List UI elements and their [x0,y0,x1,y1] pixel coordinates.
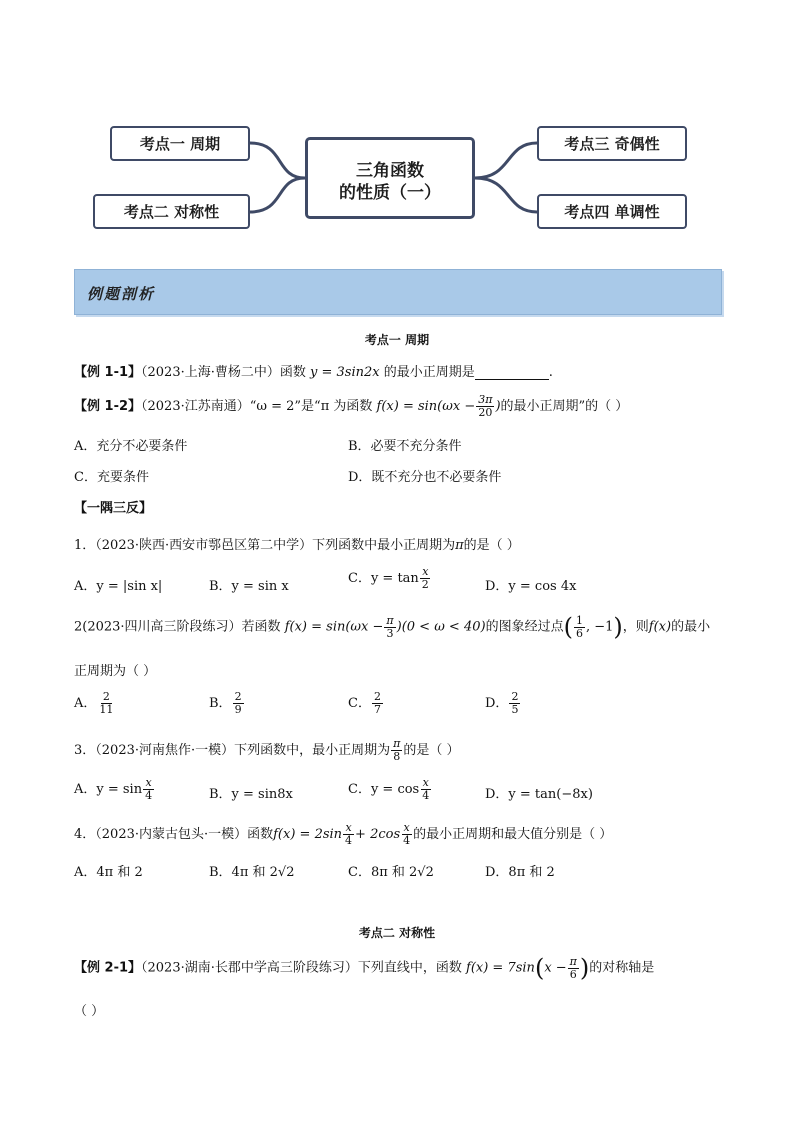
pi-symbol: π [455,538,464,553]
question-text: 1．（2023·陕西·西安市鄠邑区第二中学）下列函数中最小正周期为 [74,538,456,553]
mindmap-node-label: 考点一 周期 [139,135,221,153]
fraction [574,615,585,640]
option-d: D．8π 和 2 [485,865,555,880]
frac-num: π [386,613,394,627]
frac-den: 4 [345,834,353,847]
example-1-1 [74,361,553,380]
frac-num: x [422,565,429,578]
paren-close: ) [579,954,590,982]
option-d: D．y = cos 4x [485,579,577,594]
frac-den: 6 [575,626,583,640]
mindmap-node-label: 考点四 单调性 [564,203,660,221]
frac-den: 3 [386,626,394,640]
paren-open: ( [534,954,545,982]
formula: )(0 < ω < 40) [396,619,486,635]
section-heading-period: 考点一 周期 [364,333,430,347]
formula: f(x) = 7sin [466,960,535,976]
frac-den: 9 [234,703,242,716]
fraction [401,822,412,847]
banner-title: 例题剖析 [87,285,156,303]
question-4 [74,822,612,847]
option-text: C．y = tan [348,571,419,586]
option-b [209,691,245,716]
frac-num: 2 [373,690,381,703]
example-text: 的最小正周期是 [383,365,475,380]
fraction [97,691,115,716]
mindmap-node-symmetry [93,194,250,229]
example-tag: 【例 2-1】 [74,960,142,976]
frac-num: π [393,737,401,750]
example-text: （2023·上海·曹杨二中）函数 [141,365,306,380]
formula: f(x) = sin(ωx − [376,399,476,414]
example-2-1 [74,954,654,982]
example-1-2 [74,394,628,419]
fraction [568,956,579,981]
question-text: 2(2023·四川高三阶段练习）若函数 [74,619,281,635]
frac-num: 2 [234,690,242,703]
question-text: 3．（2023·河南焦作·一模）下列函数中，最小正周期为 [74,743,391,758]
frac-num: x [345,821,352,834]
question-1 [74,534,520,553]
example-text: 的对称轴是 [589,960,655,976]
mindmap-node-monotonicity [537,194,687,229]
option-b: B．y = sin x [209,579,289,594]
option-label: B． [209,696,232,711]
option-label: D． [485,696,509,711]
section-heading-symmetry: 考点二 对称性 [358,926,436,940]
option-d [485,691,521,716]
formula: + 2cos [355,827,401,842]
point-rest: , −1 [585,619,614,635]
question-text: 的是（ ） [403,743,460,758]
frac-den: 4 [422,789,430,802]
frac-num: 3π [478,393,493,406]
frac-num: x [422,776,429,789]
question-2-line2: 正周期为（ ） [74,664,157,679]
question-text: 的图象经过点 [485,619,564,635]
mindmap-node-period [110,126,250,161]
question-text: ，则 [622,619,649,635]
option-d: D．既不充分也不必要条件 [348,470,502,485]
paren-close: ) [613,613,623,641]
option-c: C．8π 和 2√2 [348,865,434,880]
formula: x − [544,960,567,976]
fraction [143,777,154,802]
period-mark: . [548,365,553,380]
frac-num: 2 [511,690,519,703]
frac-num: x [403,821,410,834]
frac-den: 20 [478,406,493,419]
frac-num: 2 [102,690,110,703]
option-c: C．充要条件 [74,470,149,485]
option-text: A．y = sin [74,782,143,797]
option-a: A．y = |sin x| [74,579,163,594]
formula: y = 3sin2x [310,365,380,380]
fraction [343,822,354,847]
option-b: B．4π 和 2√2 [209,865,295,880]
option-a: A．4π 和 2 [74,865,143,880]
option-c [348,777,432,802]
paren-open: ( [563,613,573,641]
mindmap-center-node [305,137,475,219]
fraction [509,691,520,716]
frac-den: 7 [373,703,381,716]
section-banner [74,269,722,315]
example-text: 的最小正周期”的（ ） [500,399,629,414]
option-label: C． [348,696,371,711]
frac-den: 2 [421,578,429,591]
fraction [420,566,431,591]
option-d: D．y = tan(−8x) [485,787,593,802]
example-text: （2023·江苏南通）“ω = 2”是“π 为函数 [141,399,373,414]
question-3 [74,738,460,763]
option-a: A．充分不必要条件 [74,439,188,454]
frac-den: 11 [99,703,114,716]
frac-den: 4 [145,789,153,802]
frac-den: 5 [511,703,519,716]
option-b: B．y = sin8x [209,787,293,802]
option-b: B．必要不充分条件 [348,439,462,454]
formula: f(x) = sin(ωx − [284,619,384,635]
fraction [476,394,494,419]
frac-num: 1 [575,613,583,627]
option-c [348,691,384,716]
mindmap-node-label: 考点三 奇偶性 [564,135,660,153]
option-a [74,691,116,716]
fraction [372,691,383,716]
frac-num: π [569,954,577,968]
mindmap-center-line1: 三角函数 [356,161,424,181]
example-tag: 【例 1-2】 [74,399,142,414]
question-2 [74,613,710,641]
question-text: 4．（2023·内蒙古包头·一模）函数 [74,827,274,842]
mindmap-center-line2: 的性质（一） [339,183,441,203]
question-text: 的是（ ） [463,538,520,553]
option-a [74,777,155,802]
question-text: 的最小 [671,619,711,635]
option-label: A． [74,696,97,711]
fraction [391,738,402,763]
fraction [233,691,244,716]
mindmap-node-parity [537,126,687,161]
formula: f(x) [648,619,672,635]
formula: f(x) = 2sin [273,827,343,842]
option-c [348,566,432,591]
answer-blank [475,367,549,380]
option-text: C．y = cos [348,782,420,797]
question-text: 的最小正周期和最大值分别是（ ） [413,827,613,842]
frac-den: 6 [569,967,577,981]
mindmap-node-label: 考点二 对称性 [123,203,220,221]
example-text: （2023·湖南·长郡中学高三阶段练习）下列直线中，函数 [141,960,462,976]
example-2-1-line2: （ ） [74,1004,105,1019]
frac-den: 8 [393,750,401,763]
fraction [384,615,395,640]
frac-num: x [145,776,152,789]
formula: ) [495,399,501,414]
practice-heading: 【一隅三反】 [74,501,153,516]
frac-den: 4 [403,834,411,847]
fraction [420,777,431,802]
example-tag: 【例 1-1】 [74,365,142,380]
